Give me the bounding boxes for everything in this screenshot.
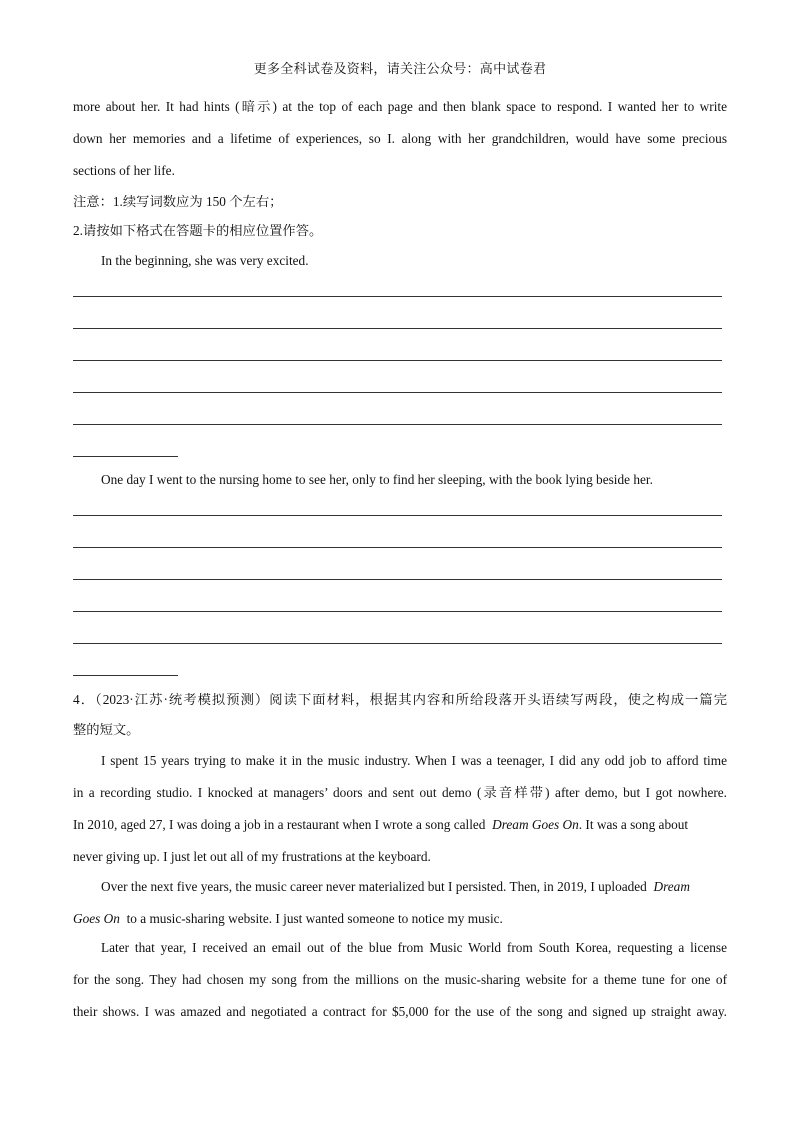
answer-line[interactable]	[73, 579, 722, 580]
continuation-prompt-2: One day I went to the nursing home to see her, only to find her sleeping, with the book lying beside her.	[101, 472, 653, 487]
answer-line[interactable]	[73, 392, 722, 393]
answer-line-end[interactable]	[73, 456, 178, 457]
question-4-instruction-cont: 整的短文。	[73, 722, 140, 737]
note-format: 2.请按如下格式在答题卡的相应位置作答。	[73, 223, 323, 238]
answer-line[interactable]	[73, 360, 722, 361]
intro-line-1: more about her. It had hints (暗示) at the top of each page and then blank space to respond. I wanted her to write	[73, 99, 727, 114]
passage-text: . It was a song about	[578, 817, 689, 832]
answer-line[interactable]	[73, 424, 722, 425]
passage-line	[73, 911, 503, 927]
note-word-count: 注意：1.续写词数应为 150 个左右；	[73, 194, 283, 209]
page-header: 更多全科试卷及资料，请关注公众号：高中试卷君	[253, 61, 547, 76]
passage-line	[73, 817, 688, 833]
passage-line: in a recording studio. I knocked at managers’ doors and sent out demo (录音样带) after demo, but I got nowhere.	[73, 785, 727, 800]
passage-line: I spent 15 years trying to make it in the music industry. When I was a teenager, I did any odd job to afford time	[101, 753, 727, 768]
passage-line: Later that year, I received an email out of the blue from Music World from South Korea, requesting a license	[101, 940, 727, 955]
song-title: Dream Goes On	[492, 817, 579, 832]
answer-line[interactable]	[73, 515, 722, 516]
answer-line[interactable]	[73, 547, 722, 548]
passage-line: their shows. I was amazed and negotiated a contract for $5,000 for the use of the song and signed up straight away.	[73, 1004, 727, 1019]
passage-line: never giving up. I just let out all of my frustrations at the keyboard.	[73, 849, 431, 864]
answer-line[interactable]	[73, 328, 722, 329]
answer-line[interactable]	[73, 296, 722, 297]
intro-line-3: sections of her life.	[73, 163, 175, 178]
intro-line-2: down her memories and a lifetime of experiences, so I. along with her grandchildren, would have some precious	[73, 131, 727, 146]
song-title: Goes On	[73, 911, 120, 926]
passage-line	[101, 879, 690, 895]
question-4-instruction: 4．（2023·江苏·统考模拟预测）阅读下面材料，根据其内容和所给段落开头语续写两段，使之构成一篇完	[73, 692, 727, 707]
answer-line-end[interactable]	[73, 675, 178, 676]
passage-text: to a music-sharing website. I just wanted someone to notice my music.	[126, 911, 503, 926]
answer-line[interactable]	[73, 643, 722, 644]
song-title: Dream	[653, 879, 690, 894]
answer-line[interactable]	[73, 611, 722, 612]
passage-text: Over the next five years, the music career never materialized but I persisted. Then, in 2019, I uploaded	[101, 879, 647, 894]
passage-line: for the song. They had chosen my song from the millions on the music-sharing website for a theme tune for one of	[73, 972, 727, 987]
passage-text: In 2010, aged 27, I was doing a job in a restaurant when I wrote a song called	[73, 817, 486, 832]
continuation-prompt-1: In the beginning, she was very excited.	[101, 253, 309, 268]
